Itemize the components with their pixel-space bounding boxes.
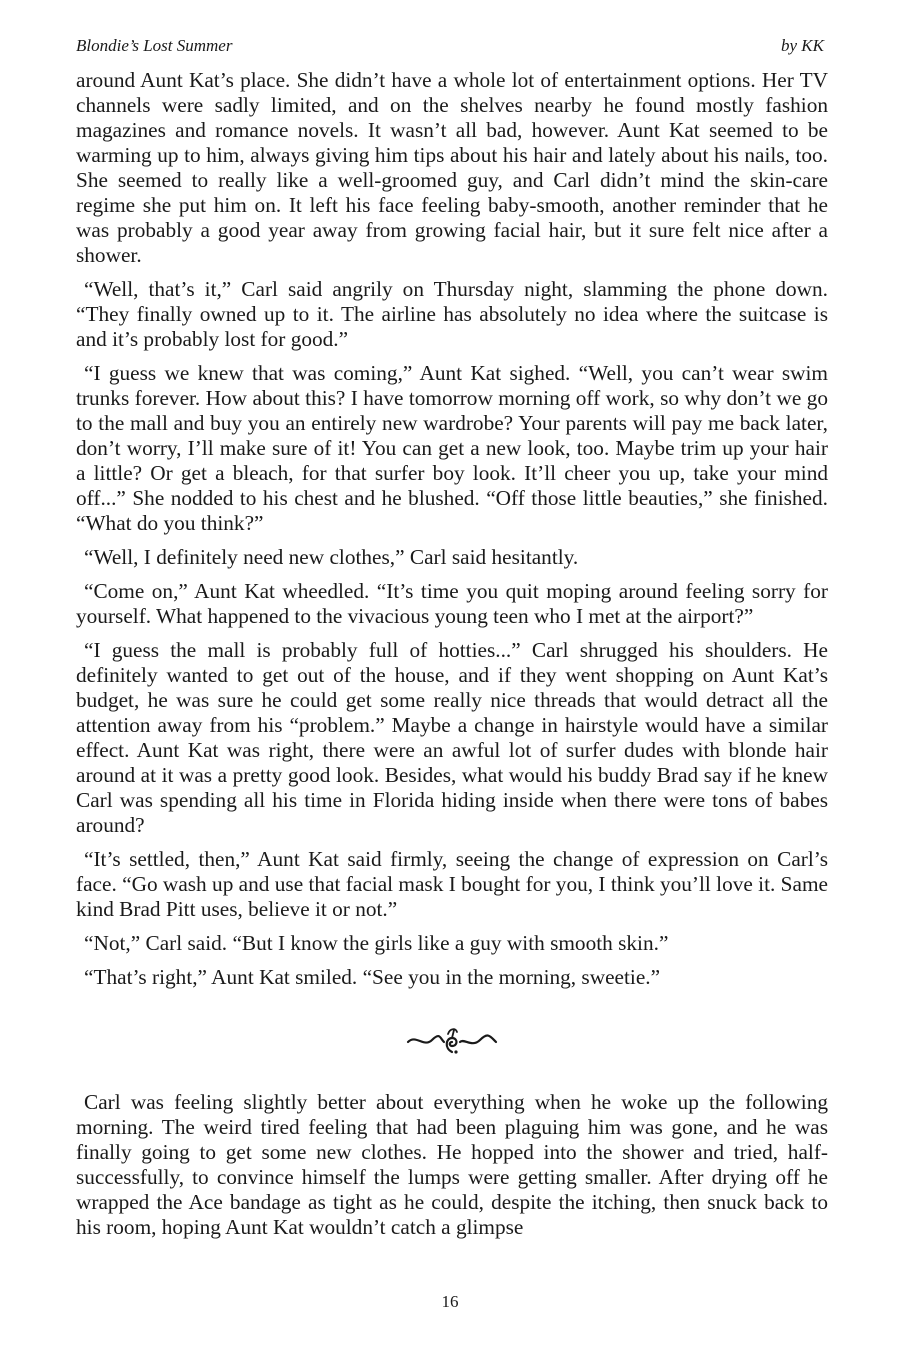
- paragraph: “Come on,” Aunt Kat wheedled. “It’s time you quit moping around feeling sorry for yourself. What happened to the vivacious young teen who I met at the airport?”: [76, 579, 828, 628]
- paragraph: “That’s right,” Aunt Kat smiled. “See you in the morning, sweetie.”: [84, 965, 661, 989]
- page-number: 16: [441, 1292, 459, 1311]
- body-text: [76, 68, 828, 1249]
- author-credit: by KK: [781, 36, 824, 55]
- section-break: [76, 1016, 828, 1064]
- paragraph: “Well, I definitely need new clothes,” Carl said hesitantly.: [84, 545, 579, 569]
- paragraph: “It’s settled, then,” Aunt Kat said firmly, seeing the change of expression on Carl’s face. “Go wash up and use that facial mask I bought for you, I think you’ll love it. Same kind Brad Pitt uses, believe it or not.”: [76, 847, 828, 921]
- paragraph: Carl was feeling slightly better about everything when he woke up the following morning. The weird tired feeling that had been plaguing him was gone, and he was finally going to get some new clothes. He hopped into the shower and tried, half-successfully, to convince himself the lumps were getting smaller. After drying off he wrapped the Ace bandage as tight as he could, despite the itching, then snuck back to his room, hoping Aunt Kat wouldn’t catch a glimpse: [76, 1090, 828, 1239]
- paragraph: “Well, that’s it,” Carl said angrily on Thursday night, slamming the phone down. “They finally owned up to it. The airline has absolutely no idea where the suitcase is and it’s probably lost for good.”: [76, 277, 828, 351]
- book-title: Blondie’s Lost Summer: [76, 36, 233, 55]
- running-head: [76, 36, 824, 56]
- paragraph: “I guess we knew that was coming,” Aunt Kat sighed. “Well, you can’t wear swim trunks forever. How about this? I have tomorrow morning off work, so why don’t we go to the mall and buy you an entirely new wardrobe? Your parents will pay me back later, don’t worry, I’ll make sure of it! You can get a new look, too. Maybe trim up your hair a little? Or get a bleach, for that surfer boy look. It’ll cheer you up, take your mind off...” She nodded to his chest and he blushed. “Off those little beauties,” she finished. “What do you think?”: [76, 361, 828, 535]
- paragraph: around Aunt Kat’s place. She didn’t have a whole lot of entertainment options. Her TV channels were sadly limited, and on the shelves nearby he found mostly fashion magazines and romance novels. It wasn’t all bad, however. Aunt Kat seemed to be warming up to him, always giving him tips about his hair and lately about his nails, too. She seemed to really like a well-groomed guy, and Carl didn’t mind the skin-care regime she put him on. It left his face feeling baby-smooth, another reminder that he was probably a good year away from growing facial hair, but it sure felt nice after a shower.: [76, 68, 828, 267]
- paragraph: “Not,” Carl said. “But I know the girls like a guy with smooth skin.”: [84, 931, 669, 955]
- fleuron-icon: [404, 1022, 500, 1058]
- paragraph: “I guess the mall is probably full of hotties...” Carl shrugged his shoulders. He definitely wanted to get out of the house, and if they went shopping on Aunt Kat’s budget, he was sure he could get some really nice threads that would detract all the attention away from his “problem.” Maybe a change in hairstyle would have a similar effect. Aunt Kat was right, there were an awful lot of surfer dudes with blonde hair around at it was a pretty good look. Besides, what would his buddy Brad say if he knew Carl was spending all his time in Florida hiding inside when there were tons of babes around?: [76, 638, 828, 837]
